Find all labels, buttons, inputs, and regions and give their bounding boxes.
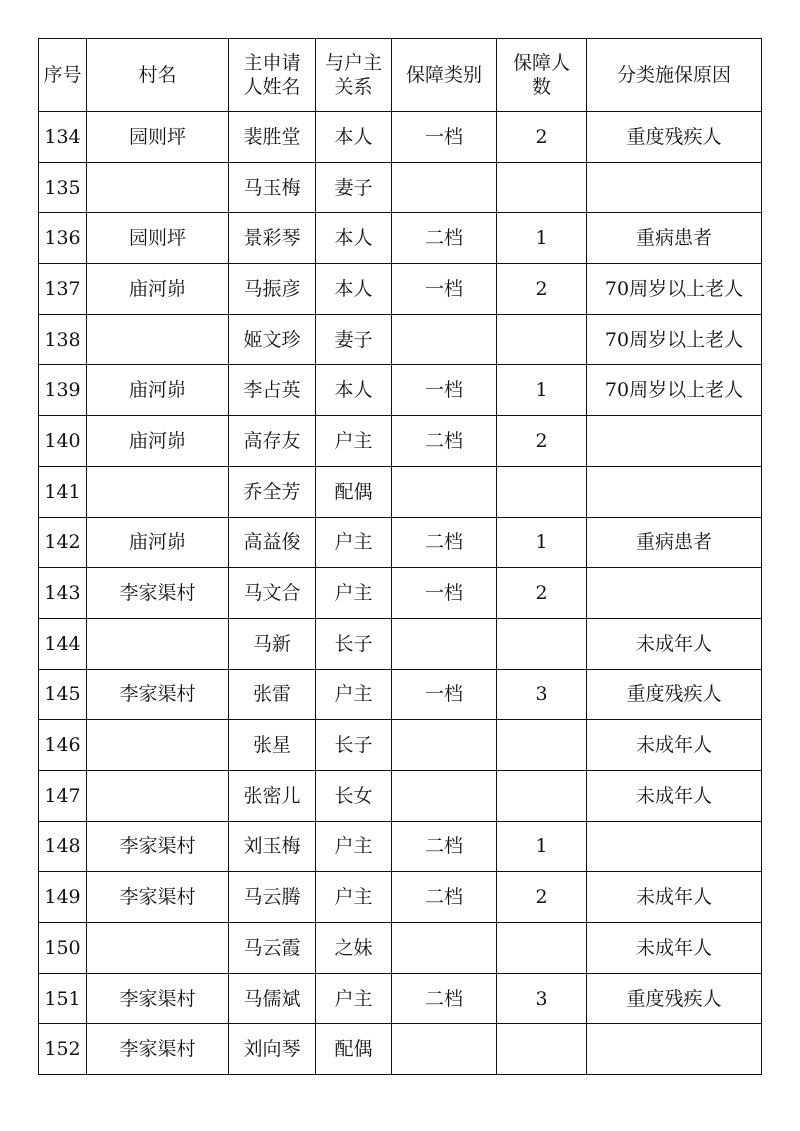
cell-relation: 本人 (316, 264, 392, 315)
cell-reason (587, 568, 762, 619)
cell-village: 李家渠村 (87, 568, 229, 619)
cell-category (392, 618, 497, 669)
cell-reason (587, 821, 762, 872)
cell-count (497, 923, 587, 974)
cell-count: 2 (497, 416, 587, 467)
cell-category (392, 314, 497, 365)
header-reason: 分类施保原因 (587, 39, 762, 112)
cell-category (392, 162, 497, 213)
cell-village (87, 618, 229, 669)
cell-relation: 户主 (316, 973, 392, 1024)
cell-category (392, 466, 497, 517)
cell-relation: 户主 (316, 872, 392, 923)
cell-category: 一档 (392, 264, 497, 315)
cell-index: 142 (39, 517, 87, 568)
cell-relation: 户主 (316, 821, 392, 872)
table-row (39, 669, 762, 720)
table-row (39, 416, 762, 467)
cell-count (497, 618, 587, 669)
cell-village (87, 162, 229, 213)
cell-village: 园则坪 (87, 112, 229, 163)
cell-count (497, 770, 587, 821)
cell-village: 庙河峁 (87, 416, 229, 467)
cell-category (392, 923, 497, 974)
header-count: 保障人数 (497, 39, 587, 112)
cell-category: 一档 (392, 365, 497, 416)
table-row (39, 821, 762, 872)
cell-count: 2 (497, 872, 587, 923)
cell-reason (587, 466, 762, 517)
cell-category: 一档 (392, 568, 497, 619)
cell-name: 李占英 (229, 365, 316, 416)
cell-count: 3 (497, 973, 587, 1024)
cell-category: 一档 (392, 112, 497, 163)
cell-village (87, 720, 229, 771)
cell-name: 张星 (229, 720, 316, 771)
cell-relation: 妻子 (316, 314, 392, 365)
cell-name: 马云霞 (229, 923, 316, 974)
cell-village: 李家渠村 (87, 669, 229, 720)
cell-category (392, 770, 497, 821)
cell-count (497, 162, 587, 213)
assistance-roster-table (38, 38, 762, 1075)
cell-village: 李家渠村 (87, 1024, 229, 1075)
cell-reason: 未成年人 (587, 720, 762, 771)
table-row (39, 517, 762, 568)
table-row (39, 162, 762, 213)
cell-relation: 之妹 (316, 923, 392, 974)
cell-name: 马振彦 (229, 264, 316, 315)
cell-reason: 未成年人 (587, 618, 762, 669)
cell-relation: 本人 (316, 112, 392, 163)
cell-name: 乔全芳 (229, 466, 316, 517)
cell-count: 2 (497, 568, 587, 619)
cell-count: 1 (497, 517, 587, 568)
cell-category: 二档 (392, 213, 497, 264)
cell-village (87, 466, 229, 517)
table-row (39, 1024, 762, 1075)
cell-category: 二档 (392, 973, 497, 1024)
cell-index: 143 (39, 568, 87, 619)
cell-name: 刘玉梅 (229, 821, 316, 872)
cell-village (87, 923, 229, 974)
cell-village: 庙河峁 (87, 264, 229, 315)
cell-relation: 本人 (316, 213, 392, 264)
cell-relation: 配偶 (316, 466, 392, 517)
cell-village: 庙河峁 (87, 517, 229, 568)
cell-name: 马云腾 (229, 872, 316, 923)
cell-village: 李家渠村 (87, 973, 229, 1024)
table-row (39, 466, 762, 517)
cell-name: 景彩琴 (229, 213, 316, 264)
cell-name: 马新 (229, 618, 316, 669)
cell-count: 1 (497, 213, 587, 264)
cell-name: 高益俊 (229, 517, 316, 568)
cell-reason (587, 162, 762, 213)
cell-count: 3 (497, 669, 587, 720)
cell-name: 刘向琴 (229, 1024, 316, 1075)
header-category: 保障类别 (392, 39, 497, 112)
cell-reason: 70周岁以上老人 (587, 314, 762, 365)
cell-reason: 70周岁以上老人 (587, 264, 762, 315)
cell-category: 二档 (392, 821, 497, 872)
cell-index: 146 (39, 720, 87, 771)
cell-index: 151 (39, 973, 87, 1024)
table-row (39, 314, 762, 365)
cell-index: 141 (39, 466, 87, 517)
table-row (39, 112, 762, 163)
cell-name: 高存友 (229, 416, 316, 467)
cell-reason: 重病患者 (587, 517, 762, 568)
cell-village (87, 770, 229, 821)
cell-index: 140 (39, 416, 87, 467)
cell-category: 一档 (392, 669, 497, 720)
cell-relation: 户主 (316, 568, 392, 619)
cell-index: 139 (39, 365, 87, 416)
cell-count (497, 314, 587, 365)
cell-reason (587, 416, 762, 467)
header-applicant: 主申请人姓名 (229, 39, 316, 112)
cell-name: 姬文珍 (229, 314, 316, 365)
cell-index: 138 (39, 314, 87, 365)
cell-relation: 本人 (316, 365, 392, 416)
cell-relation: 长子 (316, 720, 392, 771)
cell-index: 152 (39, 1024, 87, 1075)
cell-category: 二档 (392, 872, 497, 923)
cell-category (392, 1024, 497, 1075)
cell-index: 145 (39, 669, 87, 720)
cell-count (497, 1024, 587, 1075)
cell-relation: 长女 (316, 770, 392, 821)
cell-index: 150 (39, 923, 87, 974)
table-row (39, 923, 762, 974)
cell-village: 庙河峁 (87, 365, 229, 416)
cell-reason (587, 1024, 762, 1075)
cell-count (497, 466, 587, 517)
table-row (39, 872, 762, 923)
cell-index: 134 (39, 112, 87, 163)
cell-count (497, 720, 587, 771)
header-index: 序号 (39, 39, 87, 112)
cell-village: 李家渠村 (87, 872, 229, 923)
cell-index: 147 (39, 770, 87, 821)
table-row (39, 720, 762, 771)
cell-count: 1 (497, 365, 587, 416)
cell-index: 148 (39, 821, 87, 872)
table-row (39, 618, 762, 669)
cell-village: 李家渠村 (87, 821, 229, 872)
cell-name: 马文合 (229, 568, 316, 619)
cell-village (87, 314, 229, 365)
cell-relation: 配偶 (316, 1024, 392, 1075)
cell-relation: 长子 (316, 618, 392, 669)
table-row (39, 568, 762, 619)
cell-index: 137 (39, 264, 87, 315)
header-village: 村名 (87, 39, 229, 112)
cell-category: 二档 (392, 416, 497, 467)
cell-index: 136 (39, 213, 87, 264)
cell-name: 马玉梅 (229, 162, 316, 213)
table-row (39, 973, 762, 1024)
cell-reason: 未成年人 (587, 872, 762, 923)
cell-index: 149 (39, 872, 87, 923)
cell-reason: 重度残疾人 (587, 973, 762, 1024)
table-row (39, 365, 762, 416)
cell-reason: 重病患者 (587, 213, 762, 264)
cell-name: 马儒斌 (229, 973, 316, 1024)
table-row (39, 213, 762, 264)
cell-name: 裴胜堂 (229, 112, 316, 163)
cell-reason: 重度残疾人 (587, 112, 762, 163)
cell-village: 园则坪 (87, 213, 229, 264)
cell-category (392, 720, 497, 771)
header-row (39, 39, 762, 112)
cell-name: 张雷 (229, 669, 316, 720)
cell-count: 2 (497, 112, 587, 163)
cell-relation: 户主 (316, 517, 392, 568)
cell-count: 1 (497, 821, 587, 872)
cell-category: 二档 (392, 517, 497, 568)
cell-index: 144 (39, 618, 87, 669)
cell-count: 2 (497, 264, 587, 315)
header-relation: 与户主关系 (316, 39, 392, 112)
cell-reason: 70周岁以上老人 (587, 365, 762, 416)
cell-name: 张密儿 (229, 770, 316, 821)
cell-relation: 妻子 (316, 162, 392, 213)
cell-index: 135 (39, 162, 87, 213)
cell-relation: 户主 (316, 669, 392, 720)
cell-reason: 未成年人 (587, 770, 762, 821)
cell-reason: 未成年人 (587, 923, 762, 974)
table-row (39, 770, 762, 821)
cell-reason: 重度残疾人 (587, 669, 762, 720)
cell-relation: 户主 (316, 416, 392, 467)
table-row (39, 264, 762, 315)
